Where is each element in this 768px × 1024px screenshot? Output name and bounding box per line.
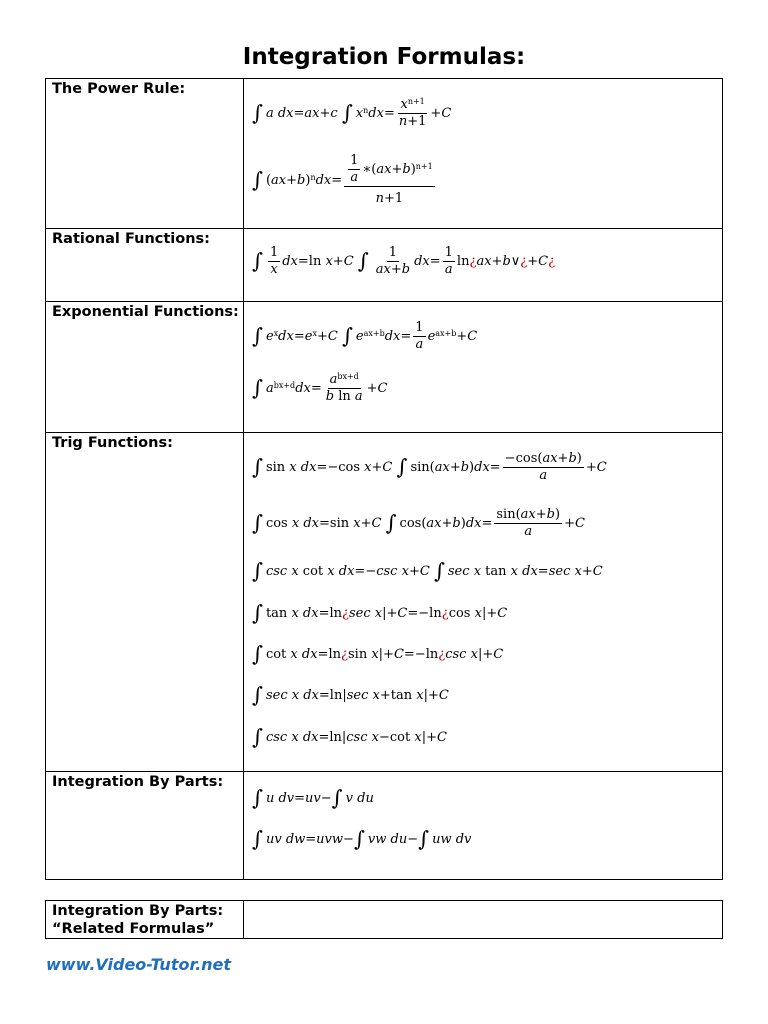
related-label <box>46 901 244 939</box>
formula-table <box>45 78 723 880</box>
rational-formulas <box>244 229 723 302</box>
formula-rational-1: ∫ $\frac{1}{x}$ dx =ln x + C ∫ $\frac{1}{ax+b}$ dx = $\frac{1}{a}$ ln ¿ ax + b ∨ ¿ + C ¿ <box>252 245 556 277</box>
formula-parts-2: ∫ uv dw = uvw − ∫ vw du − ∫ uw dv <box>252 827 472 851</box>
page-title: Integration Formulas: <box>242 44 526 70</box>
formula-trig-cot: ∫ cot x dx =ln ¿ sin x |+ C =−ln ¿ csc x |+ C <box>252 642 504 666</box>
exponential-row <box>46 302 723 433</box>
formula-trig-sec: ∫ sec x dx =ln| sec x +tan x |+ C <box>252 683 449 707</box>
power-rule-label: The Power Rule: <box>46 79 244 229</box>
formula-trig-csc-cot: ∫ csc x cot x dx =− csc x + C ∫ sec x tan x dx = sec x + C <box>252 559 603 583</box>
trig-formulas <box>244 433 723 772</box>
related-row <box>46 901 723 939</box>
exponential-label: Exponential Functions: <box>46 302 244 433</box>
parts-label: Integration By Parts: <box>46 772 244 880</box>
formula-trig-csc: ∫ csc x dx =ln| csc x −cot x |+ C <box>252 725 447 749</box>
parts-row <box>46 772 723 880</box>
parts-formulas <box>244 772 723 880</box>
related-content <box>244 901 723 939</box>
formula-trig-cos: ∫ cos x dx =sin x + C ∫ cos( ax + b ) dx = $\frac{\sin(ax+b)}{a}$ + C <box>252 507 585 539</box>
related-label-line2: “Related Formulas” <box>52 921 215 937</box>
trig-row <box>46 433 723 772</box>
formula-trig-sin: ∫ sin x dx =−cos x + C ∫ sin( ax + b ) dx = $\frac{-\cos(ax+b)}{a}$ + C <box>252 451 607 483</box>
formula-exp-1: ∫ e $^x$ dx = e $^x$ + C ∫ e $^{ax+b}$ dx = $\frac{1}{a}$ e $^{ax+b}$ + C <box>252 320 478 352</box>
related-label-line1: Integration By Parts: <box>52 903 224 919</box>
exponential-formulas <box>244 302 723 433</box>
related-formulas-table <box>45 900 723 939</box>
formula-parts-1: ∫ u dv = uv − ∫ v du <box>252 786 374 810</box>
power-rule-formulas <box>244 79 723 229</box>
rational-row <box>46 229 723 302</box>
formula-power-2: ∫ ( ax + b ) $^n$ dx = $\frac{1}{a}$ ∗( ax + b ) $^{n+1}$ n+1 <box>252 153 433 206</box>
formula-trig-tan: ∫ tan x dx =ln ¿ sec x |+ C =−ln ¿ cos x |+ C <box>252 601 508 625</box>
formula-power-1: ∫ a dx = ax + c ∫ x $^n$ dx = $\frac{x^{n+1}}{n+1}$ + C <box>252 97 452 129</box>
trig-label: Trig Functions: <box>46 433 244 772</box>
rational-label: Rational Functions: <box>46 229 244 302</box>
power-rule-row <box>46 79 723 229</box>
formula-exp-2: ∫ a $^{bx+d}$ dx = $\frac{a^{bx+d}}{\text{b ln a}}$ + C <box>252 372 388 404</box>
video-tutor-link[interactable]: www.Video-Tutor.net <box>46 955 232 974</box>
